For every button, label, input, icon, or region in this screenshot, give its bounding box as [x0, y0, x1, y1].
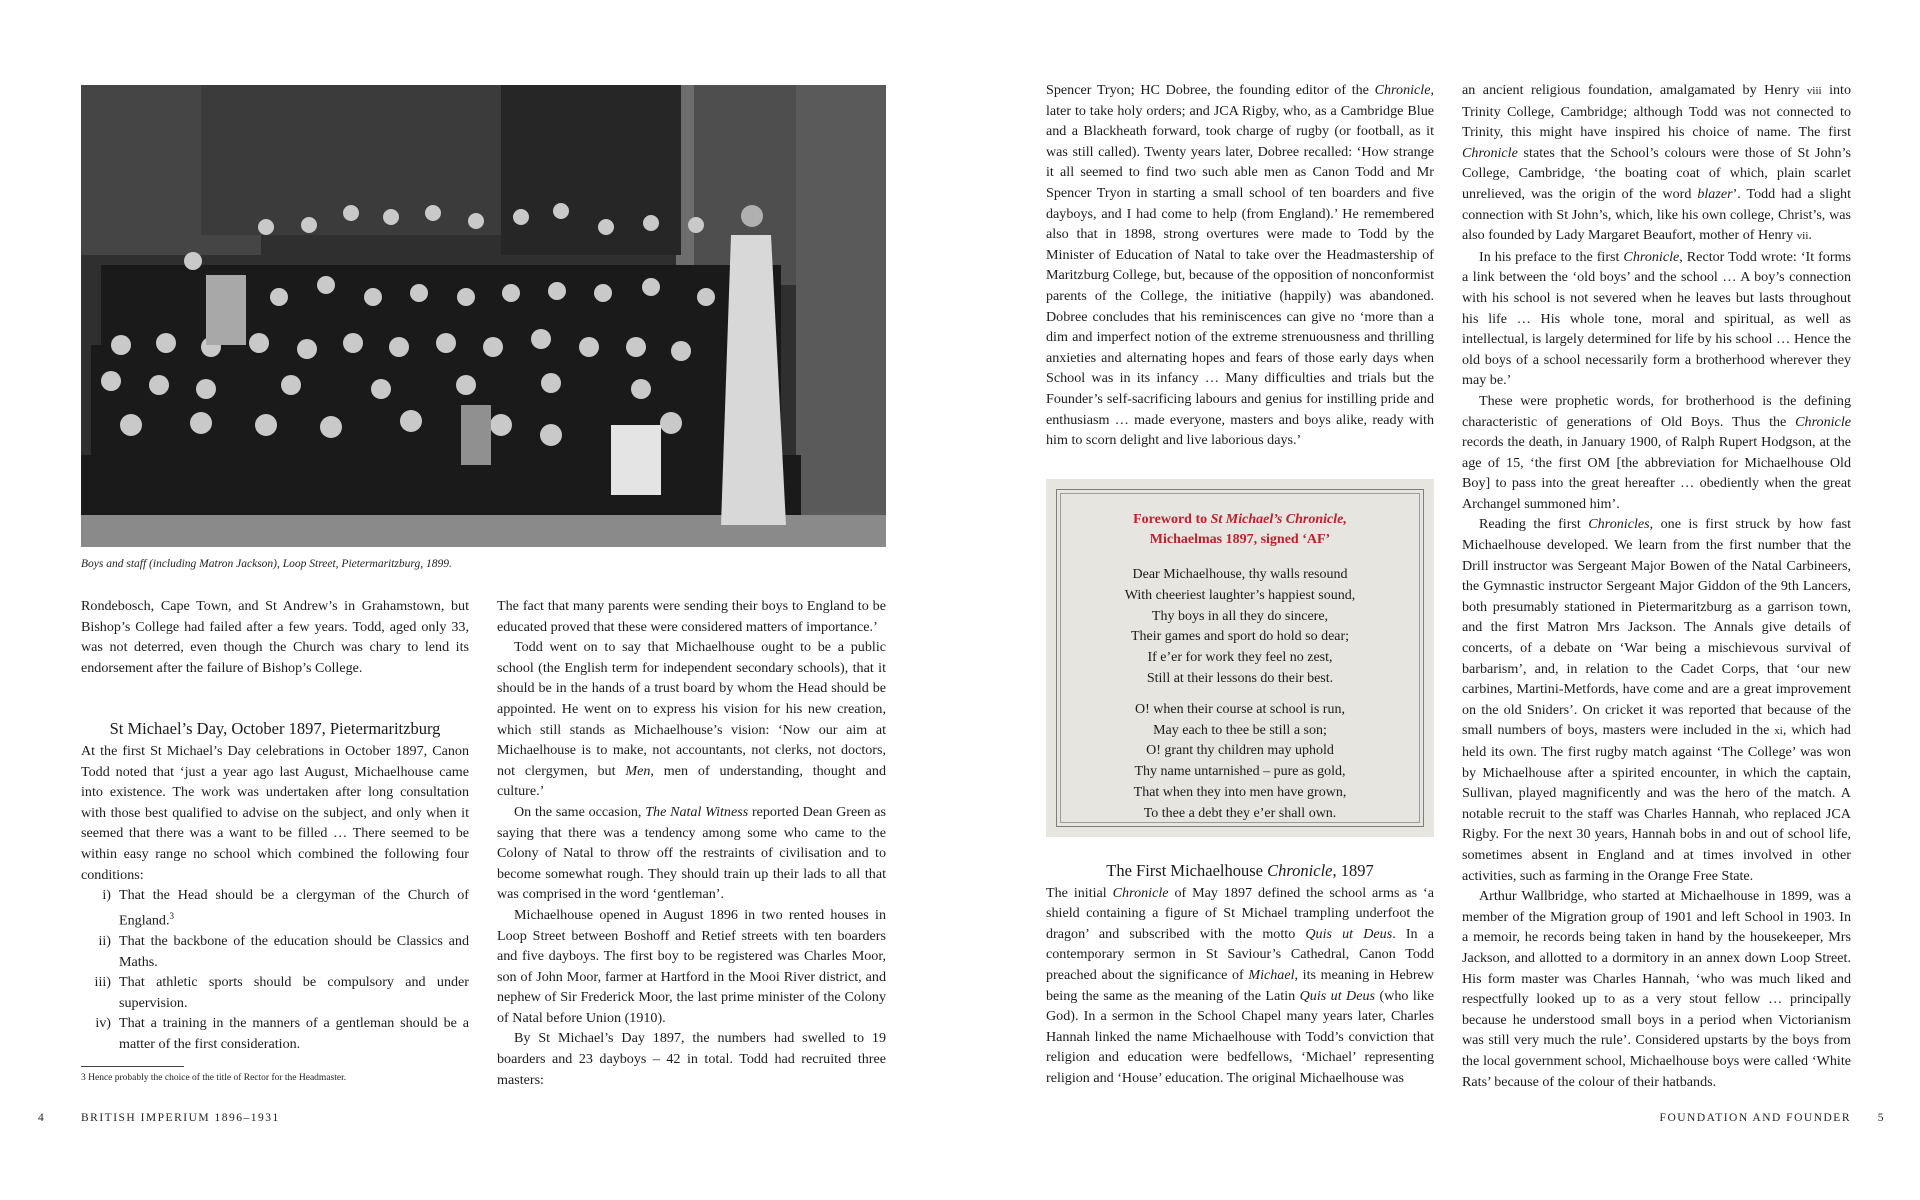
- section-heading: St Michael’s Day, October 1897, Pietermaritzburg: [109, 719, 441, 739]
- page-number-left: 4: [38, 1112, 46, 1124]
- col1-body-paragraph: At the first St Michael’s Day celebrations in October 1897, Canon Todd noted that ‘just a year ago last August, Michaelhouse came into existence. The work was undertaken after long consultation with those best qualified to advise on the subject, and only when it seemed that there was a want to be filled … There seemed to be within easy range no school which combined the following four conditions:: [81, 742, 469, 883]
- col2-paragraph: Michaelhouse opened in August 1896 in two rented houses in Loop Street between Boshoff and Retief streets with ten boarders and five dayboys. The first boy to be registered was Charles Moor, son of John Moor, farmer at Hartford in the Mooi River district, and nephew of Sir Frederick Moor, the last prime minister of the Colony of Natal before Union (1910).: [497, 906, 886, 1026]
- running-head-left: BRITISH IMPERIUM 1896–1931: [81, 1112, 280, 1124]
- col2-paragraph: By St Michael’s Day 1897, the numbers had swelled to 19 boarders and 23 dayboys – 42 in total. Todd had recruited three masters:: [497, 1030, 886, 1088]
- poem-line: Thy name untarnished – pure as gold,: [1134, 764, 1346, 780]
- list-item: iii) That athletic sports should be compulsory and under supervision.: [94, 974, 469, 1011]
- col2-paragraph: On the same occasion, The Natal Witness reported Dean Green as saying that there was a tendency among some who came to the Colony of Natal to throw off the restraints of civilisation and to become somewhat rough. They should train up their lads to all that was comprised in the word ‘gentleman’.: [497, 803, 887, 903]
- col4-paragraph: In his preface to the first Chronicle, Rector Todd wrote: ‘It forms a link between the ‘old boys’ and the school … A boy’s connection with his school is not severed when he leaves but lasts throughout his life … His whole tone, moral and spiritual, as well as intellectual, is largely determined for life by his school … Hence the old boys of a school necessarily form a brotherhood wherever they may be.’: [1462, 248, 1851, 389]
- list-item: i) That the Head should be a clergyman of the Church of England.$^3$: [102, 887, 469, 929]
- photo-caption: Boys and staff (including Matron Jackson), Loop Street, Pietermaritzburg, 1899.: [81, 558, 452, 570]
- poem-line: O! when their course at school is run,: [1135, 701, 1345, 717]
- poem-text: [1057, 565, 1423, 835]
- col4-paragraph: an ancient religious foundation, amalgamated by Henry viii into Trinity College, Cambridge; although Todd was not connected to Trinity, this might have inspired his choice of name. The first Chronicle states that the School’s colours were those of St John’s College, Cambridge, ‘the boating coat of which, plain scarlet unrelieved, was the origin of the word blazer’. Todd had a slight connection with St John’s, which, like his own college, Christ’s, was also founded by Lady Margaret Beaufort, mother of Henry vii.: [1462, 82, 1851, 244]
- page-number-right: 5: [1877, 1112, 1885, 1124]
- col2-paragraph: Todd went on to say that Michaelhouse ought to be a public school (the English term for independent secondary schools), that it should be in the hands of a trust board by whom the Head should be appointed. He went on to express his vision for his new creation, which still stands as Michaelhouse’s vision: ‘Now our aim at Michaelhouse is to make, not accountants, not clerks, not doctors, not clergymen, but Men, men of understanding, thought and culture.’: [497, 639, 886, 800]
- poem-frame: [1056, 489, 1424, 827]
- poem-line: Their games and sport do hold so dear;: [1130, 629, 1350, 645]
- list-item: iv) That a training in the manners of a gentleman should be a matter of the first consideration.: [95, 1015, 469, 1052]
- left-column-1: [81, 596, 469, 1055]
- poem-line: Dear Michaelhouse, thy walls resound: [1132, 567, 1348, 582]
- col2-paragraph: The fact that many parents were sending their boys to England to be educated proved that these were considered matters of importance.’: [497, 598, 886, 635]
- right-column-3-top: [1046, 80, 1434, 451]
- footnote-ref: 3: [169, 910, 174, 921]
- conditions-list: [81, 885, 469, 1054]
- poem-stanza-1: [1057, 565, 1423, 690]
- section-heading-2: The First Michaelhouse Chronicle, 1897: [1106, 861, 1374, 880]
- poem-line: If e’er for work they feel no zest,: [1147, 650, 1333, 666]
- foreword-poem-box: [1046, 479, 1434, 837]
- col4-paragraph: Arthur Wallbridge, who started at Michaelhouse in 1899, was a member of the Migration group of 1901 and left School in 1903. In a memoir, he records being taken in hand by the housekeeper, Mrs Jackson, and allotted to a dormitory in an annex down Loop Street. His form master was Charles Hannah, ‘who was much liked and respectfully looked up to as a very stout fellow … principally because he understood small boys in a period when Victorianism was still very much the rule’. Considered upstarts by the boys from the local government school, Michaelhouse boys were called ‘White Rats’ because of the colour of their hatbands.: [1462, 888, 1851, 1090]
- poem-title: Foreword to St Michael’s Chronicle, Michaelmas 1897, signed ‘AF’: [1133, 512, 1347, 547]
- footnote: 3 Hence probably the choice of the title of Rector for the Headmaster.: [81, 1073, 347, 1083]
- poem-line: Still at their lessons do their best.: [1146, 670, 1334, 686]
- list-item: ii) That the backbone of the education should be Classics and Maths.: [98, 933, 469, 970]
- col1-intro-paragraph: Rondebosch, Cape Town, and St Andrew’s in Grahamstown, but Bishop’s College had failed after a few years. Todd, aged only 33, was not deterred, even though the Church was chary to lend its endorsement after the failure of Bishop’s College.: [81, 598, 469, 676]
- poem-line: O! grant thy children may uphold: [1146, 743, 1334, 759]
- poem-line: May each to thee be still a son;: [1153, 722, 1327, 738]
- school-group-photo: [81, 85, 886, 547]
- col3-paragraph: The initial Chronicle of May 1897 defined the school arms as ‘a shield containing a figure of St Michael trampling underfoot the dragon’ and subscribed with the motto Quis ut Deus. In a contemporary sermon in St Saviour’s Cathedral, Canon Todd preached about the significance of Michael, its meaning in Hebrew being the same as the meaning of the Latin Quis ut Deus (who like God). In a sermon in the School Chapel many years later, Charles Hannah linked the name Michaelhouse with Todd’s conviction that religion and education were bedfellows, ‘Michael’ representing religion and ‘House’ education. The original Michaelhouse was: [1046, 884, 1434, 1086]
- col4-paragraph: Reading the first Chronicles, one is first struck by how fast Michaelhouse developed. We learn from the first number that the Drill instructor was Sergeant Major Bowen of the Natal Carbineers, the Gymnastic instructor Sergeant Major Giddon of the 9th Lancers, both presumably stationed in Pietermaritzburg as a garrison town, and the first Matron Mrs Jackson. The Annals give details of concerts, of a debate on ‘War being a mischievous survival of barbarism’, and, in relation to the Cadet Corps, that ‘our new carbines, Martini-Metfords, have come and are a great improvement on the old Sniders’. On cricket it was reported that because of the small numbers of boys, masters were included in the xi, which had held its own. The first rugby match against ‘The College’ was won by Michaelhouse after a spirited encounter, in which the captain, Sullivan, played magnificently and was the hero of the match. A notable recruit to the staff was Charles Hannah, who replaced JCA Rigby. For the next 30 years, Hannah bobs in and out of school life, sometimes absent in England and at times involved in other activities, such as farming in the Orange Free State.: [1462, 516, 1851, 884]
- poem-stanza-2: [1057, 700, 1423, 825]
- poem-line: With cheeriest laughter’s happiest sound,: [1124, 587, 1356, 603]
- poem-line: To thee a debt they e’er shall own.: [1143, 805, 1337, 821]
- running-head-right: FOUNDATION AND FOUNDER: [1659, 1112, 1851, 1124]
- poem-line: Thy boys in all they do sincere,: [1151, 608, 1329, 624]
- footnote-rule: [81, 1066, 184, 1067]
- left-column-2: [497, 596, 886, 1090]
- col3-paragraph: Spencer Tryon; HC Dobree, the founding editor of the Chronicle, later to take holy orders; and JCA Rigby, who, as a Cambridge Blue and a Blackheath forward, took charge of rugby (or football, as it was still called). Twenty years later, Dobree recalled: ‘How strange it all seemed to find two such able men as Canon Todd and Mr Spencer Tryon in starting a small school of ten boarders and five dayboys, and I had come to help (from England).’ He remembered also that in 1898, strong overtures were made to Todd by the Minister of Education of Natal to take over the Headmastership of Maritzburg College, but, because of the opposition of nonconformist parents of the College, the initiative (happily) was abandoned. Dobree concludes that his reminiscences can give no ‘more than a dim and imperfect notion of the extreme strenuousness and thrilling anxieties and alternating hopes and fears of those early days when School was in its infancy … Many difficulties and trials but the Founder’s self-sacrificing labours and genius for instilling pride and enthusiasm … made everyone, masters and boys alike, ready with him to scorn delight and live laborious days.’: [1046, 82, 1434, 449]
- col4-paragraph: These were prophetic words, for brotherhood is the defining characteristic of generations of Old Boys. Thus the Chronicle records the death, in January 1900, of Ralph Rupert Hodgson, at the age of 15, ‘the first OM [the abbreviation for Michaelhouse Old Boy] to pass into the great hereafter … obediently when the great Archangel summoned him’.: [1462, 392, 1851, 512]
- poem-line: That when they into men have grown,: [1133, 784, 1347, 800]
- right-column-3-bottom: [1046, 861, 1434, 1089]
- right-column-4: [1462, 80, 1851, 1092]
